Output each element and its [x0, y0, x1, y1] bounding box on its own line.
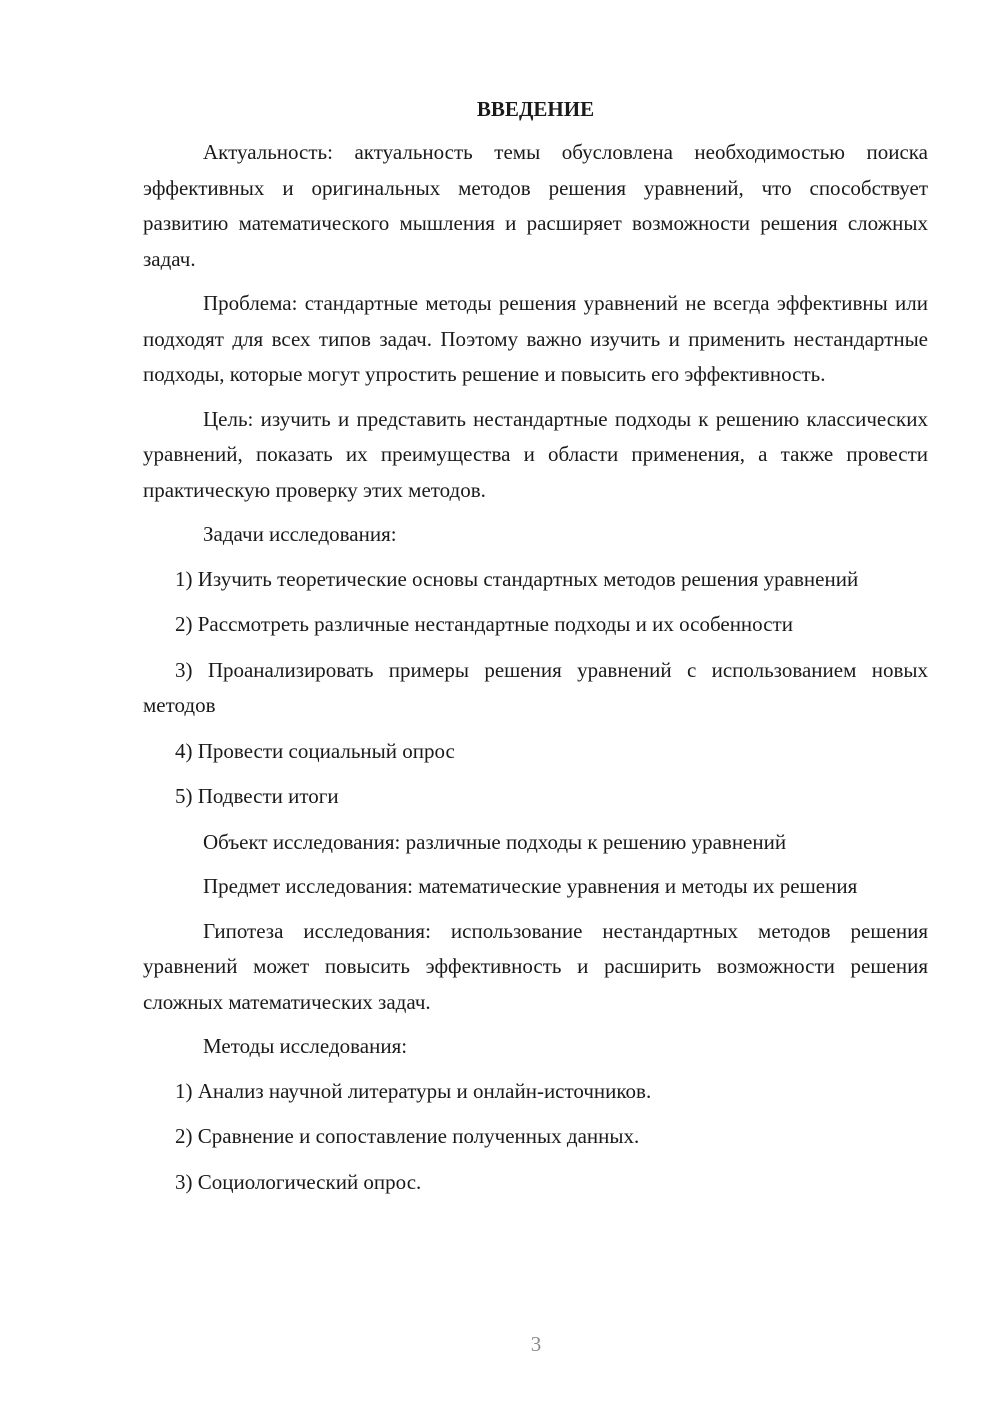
- tasks-heading: Задачи исследования:: [203, 522, 397, 546]
- page-title: ВВЕДЕНИЕ: [476, 97, 595, 121]
- list-item-task-4: 4) Провести социальный опрос: [175, 738, 455, 763]
- page-number: 3: [530, 1332, 542, 1356]
- paragraph-object: Объект исследования: различные подходы к решению уравнений: [203, 829, 787, 854]
- paragraph-subject: Предмет исследования: математические уравнения и методы их решения: [203, 874, 858, 898]
- document-page: [143, 92, 928, 1210]
- methods-heading: Методы исследования:: [203, 1034, 408, 1058]
- list-item-method-2: 2) Сравнение и сопоставление полученных данных.: [175, 1124, 640, 1148]
- paragraph-goal: Цель: изучить и представить нестандартные подходы к решению классических уравнений, показать их преимущества и области применения, а также провести практическую проверку этих методов.: [143, 406, 928, 502]
- list-item-task-2: 2) Рассмотреть различные нестандартные подходы и их особенности: [175, 612, 793, 636]
- paragraph-hypothesis: Гипотеза исследования: использование нестандартных методов решения уравнений может повысить эффективность и расширить возможности решения сложных математических задач.: [143, 918, 928, 1014]
- paragraph-problem: Проблема: стандартные методы решения уравнений не всегда эффективны или подходят для всех типов задач. Поэтому важно изучить и применить нестандартные подходы, которые могут упростить решение и повысить его эффективность.: [143, 291, 928, 386]
- list-item-task-5: 5) Подвести итоги: [175, 784, 339, 808]
- list-item-method-3: 3) Социологический опрос.: [175, 1169, 422, 1194]
- paragraph-relevance: Актуальность: актуальность темы обусловлена необходимостью поиска эффективных и оригинальных методов решения уравнений, что способствует развитию математического мышления и расширяет возможности решения сложных задач.: [143, 140, 928, 271]
- list-item-method-1: 1) Анализ научной литературы и онлайн-источников.: [175, 1078, 652, 1103]
- list-item-task-1: 1) Изучить теоретические основы стандартных методов решения уравнений: [175, 566, 859, 591]
- list-item-task-3: 3) Проанализировать примеры решения уравнений с использованием новых методов: [143, 657, 928, 717]
